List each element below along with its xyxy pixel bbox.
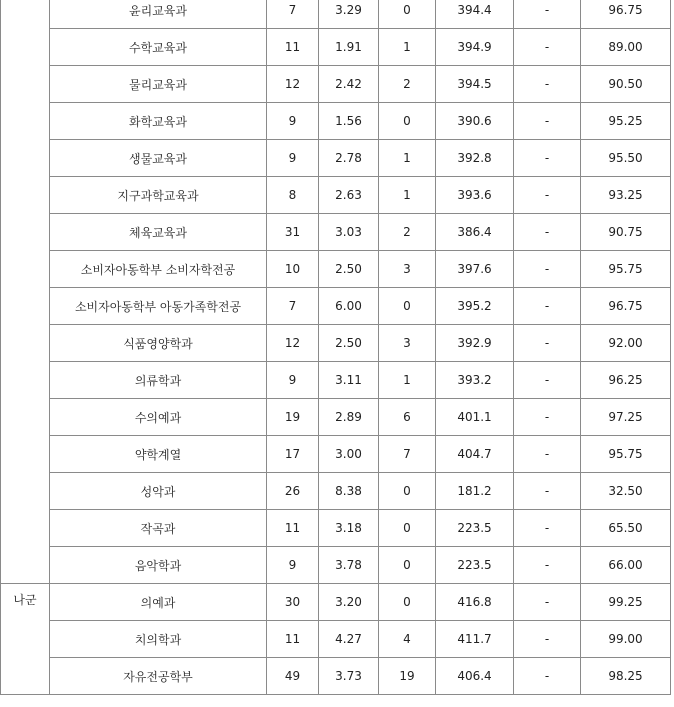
score-cell: 392.8 — [436, 140, 514, 177]
percentile-cell: 66.00 — [581, 547, 671, 584]
department-cell: 생물교육과 — [50, 140, 267, 177]
competition-ratio-cell: 3.20 — [319, 584, 379, 621]
table-row — [1, 325, 671, 362]
competition-ratio-cell: 3.29 — [319, 0, 379, 29]
competition-ratio-cell: 1.91 — [319, 29, 379, 66]
quota-cell: 9 — [267, 103, 319, 140]
department-cell: 수학교육과 — [50, 29, 267, 66]
percentile-cell: 96.25 — [581, 362, 671, 399]
quota-cell: 7 — [267, 288, 319, 325]
percentile-cell: 32.50 — [581, 473, 671, 510]
additional-cell: 0 — [379, 0, 436, 29]
quota-cell: 8 — [267, 177, 319, 214]
score-cell: 393.6 — [436, 177, 514, 214]
competition-ratio-cell: 3.00 — [319, 436, 379, 473]
quota-cell: 12 — [267, 66, 319, 103]
competition-ratio-cell: 3.18 — [319, 510, 379, 547]
score-cell: 395.2 — [436, 288, 514, 325]
score-cell: 386.4 — [436, 214, 514, 251]
department-cell: 지구과학교육과 — [50, 177, 267, 214]
quota-cell: 19 — [267, 399, 319, 436]
department-cell: 약학계열 — [50, 436, 267, 473]
additional-cell: 4 — [379, 621, 436, 658]
empty-mark-cell: - — [514, 473, 581, 510]
competition-ratio-cell: 3.73 — [319, 658, 379, 695]
empty-mark-cell: - — [514, 0, 581, 29]
additional-cell: 2 — [379, 66, 436, 103]
empty-mark-cell: - — [514, 251, 581, 288]
empty-mark-cell: - — [514, 658, 581, 695]
quota-cell: 31 — [267, 214, 319, 251]
table-row — [1, 399, 671, 436]
table-row — [1, 140, 671, 177]
table-row — [1, 658, 671, 695]
quota-cell: 30 — [267, 584, 319, 621]
department-cell: 성악과 — [50, 473, 267, 510]
percentile-cell: 95.50 — [581, 140, 671, 177]
empty-mark-cell: - — [514, 436, 581, 473]
additional-cell: 3 — [379, 325, 436, 362]
competition-ratio-cell: 6.00 — [319, 288, 379, 325]
competition-ratio-cell: 2.89 — [319, 399, 379, 436]
additional-cell: 0 — [379, 547, 436, 584]
additional-cell: 1 — [379, 140, 436, 177]
quota-cell: 12 — [267, 325, 319, 362]
competition-ratio-cell: 2.78 — [319, 140, 379, 177]
additional-cell: 1 — [379, 362, 436, 399]
percentile-cell: 93.25 — [581, 177, 671, 214]
quota-cell: 7 — [267, 0, 319, 29]
department-cell: 물리교육과 — [50, 66, 267, 103]
table-row — [1, 29, 671, 66]
competition-ratio-cell: 8.38 — [319, 473, 379, 510]
quota-cell: 11 — [267, 510, 319, 547]
percentile-cell: 90.75 — [581, 214, 671, 251]
table-row — [1, 0, 671, 29]
department-cell: 식품영양학과 — [50, 325, 267, 362]
percentile-cell: 95.75 — [581, 251, 671, 288]
table-row — [1, 288, 671, 325]
percentile-cell: 65.50 — [581, 510, 671, 547]
score-cell: 411.7 — [436, 621, 514, 658]
additional-cell: 7 — [379, 436, 436, 473]
empty-mark-cell: - — [514, 510, 581, 547]
additional-cell: 1 — [379, 29, 436, 66]
additional-cell: 2 — [379, 214, 436, 251]
empty-mark-cell: - — [514, 103, 581, 140]
competition-ratio-cell: 3.03 — [319, 214, 379, 251]
table-row — [1, 436, 671, 473]
percentile-cell: 95.75 — [581, 436, 671, 473]
empty-mark-cell: - — [514, 214, 581, 251]
empty-mark-cell: - — [514, 399, 581, 436]
score-cell: 181.2 — [436, 473, 514, 510]
competition-ratio-cell: 2.50 — [319, 251, 379, 288]
empty-mark-cell: - — [514, 362, 581, 399]
department-cell: 윤리교육과 — [50, 0, 267, 29]
score-cell: 416.8 — [436, 584, 514, 621]
percentile-cell: 95.25 — [581, 103, 671, 140]
percentile-cell: 99.00 — [581, 621, 671, 658]
empty-mark-cell: - — [514, 29, 581, 66]
competition-ratio-cell: 4.27 — [319, 621, 379, 658]
empty-mark-cell: - — [514, 66, 581, 103]
department-cell: 음악학과 — [50, 547, 267, 584]
additional-cell: 1 — [379, 177, 436, 214]
score-cell: 404.7 — [436, 436, 514, 473]
table-row — [1, 473, 671, 510]
quota-cell: 9 — [267, 362, 319, 399]
additional-cell: 0 — [379, 288, 436, 325]
score-cell: 394.4 — [436, 0, 514, 29]
score-cell: 392.9 — [436, 325, 514, 362]
table-body — [1, 0, 671, 695]
score-cell: 401.1 — [436, 399, 514, 436]
additional-cell: 19 — [379, 658, 436, 695]
percentile-cell: 98.25 — [581, 658, 671, 695]
additional-cell: 3 — [379, 251, 436, 288]
additional-cell: 0 — [379, 510, 436, 547]
percentile-cell: 92.00 — [581, 325, 671, 362]
quota-cell: 10 — [267, 251, 319, 288]
quota-cell: 49 — [267, 658, 319, 695]
department-cell: 화학교육과 — [50, 103, 267, 140]
group-cell: 나군 — [1, 584, 50, 695]
additional-cell: 0 — [379, 584, 436, 621]
department-cell: 치의학과 — [50, 621, 267, 658]
score-cell: 394.9 — [436, 29, 514, 66]
table-row — [1, 362, 671, 399]
table-row — [1, 547, 671, 584]
competition-ratio-cell: 3.78 — [319, 547, 379, 584]
department-cell: 의예과 — [50, 584, 267, 621]
empty-mark-cell: - — [514, 140, 581, 177]
quota-cell: 17 — [267, 436, 319, 473]
department-cell: 수의예과 — [50, 399, 267, 436]
quota-cell: 11 — [267, 29, 319, 66]
empty-mark-cell: - — [514, 288, 581, 325]
empty-mark-cell: - — [514, 177, 581, 214]
empty-mark-cell: - — [514, 621, 581, 658]
score-cell: 393.2 — [436, 362, 514, 399]
table-row — [1, 103, 671, 140]
additional-cell: 6 — [379, 399, 436, 436]
percentile-cell: 99.25 — [581, 584, 671, 621]
department-cell: 작곡과 — [50, 510, 267, 547]
quota-cell: 9 — [267, 547, 319, 584]
empty-mark-cell: - — [514, 325, 581, 362]
department-cell: 소비자아동학부 소비자학전공 — [50, 251, 267, 288]
score-cell: 397.6 — [436, 251, 514, 288]
competition-ratio-cell: 3.11 — [319, 362, 379, 399]
department-cell: 체육교육과 — [50, 214, 267, 251]
score-cell: 394.5 — [436, 66, 514, 103]
competition-ratio-cell: 2.42 — [319, 66, 379, 103]
quota-cell: 9 — [267, 140, 319, 177]
percentile-cell: 90.50 — [581, 66, 671, 103]
table-row — [1, 66, 671, 103]
empty-mark-cell: - — [514, 547, 581, 584]
empty-mark-cell: - — [514, 584, 581, 621]
table-row — [1, 251, 671, 288]
table-row — [1, 177, 671, 214]
department-cell: 자유전공학부 — [50, 658, 267, 695]
percentile-cell: 96.75 — [581, 288, 671, 325]
table-row — [1, 621, 671, 658]
quota-cell: 26 — [267, 473, 319, 510]
score-cell: 406.4 — [436, 658, 514, 695]
department-cell: 소비자아동학부 아동가족학전공 — [50, 288, 267, 325]
competition-ratio-cell: 2.50 — [319, 325, 379, 362]
additional-cell: 0 — [379, 103, 436, 140]
percentile-cell: 89.00 — [581, 29, 671, 66]
table-row — [1, 584, 671, 621]
group-cell — [1, 0, 50, 584]
score-cell: 223.5 — [436, 510, 514, 547]
score-cell: 390.6 — [436, 103, 514, 140]
department-cell: 의류학과 — [50, 362, 267, 399]
competition-ratio-cell: 2.63 — [319, 177, 379, 214]
score-cell: 223.5 — [436, 547, 514, 584]
table-row — [1, 214, 671, 251]
percentile-cell: 96.75 — [581, 0, 671, 29]
percentile-cell: 97.25 — [581, 399, 671, 436]
additional-cell: 0 — [379, 473, 436, 510]
quota-cell: 11 — [267, 621, 319, 658]
table-row — [1, 510, 671, 547]
competition-ratio-cell: 1.56 — [319, 103, 379, 140]
